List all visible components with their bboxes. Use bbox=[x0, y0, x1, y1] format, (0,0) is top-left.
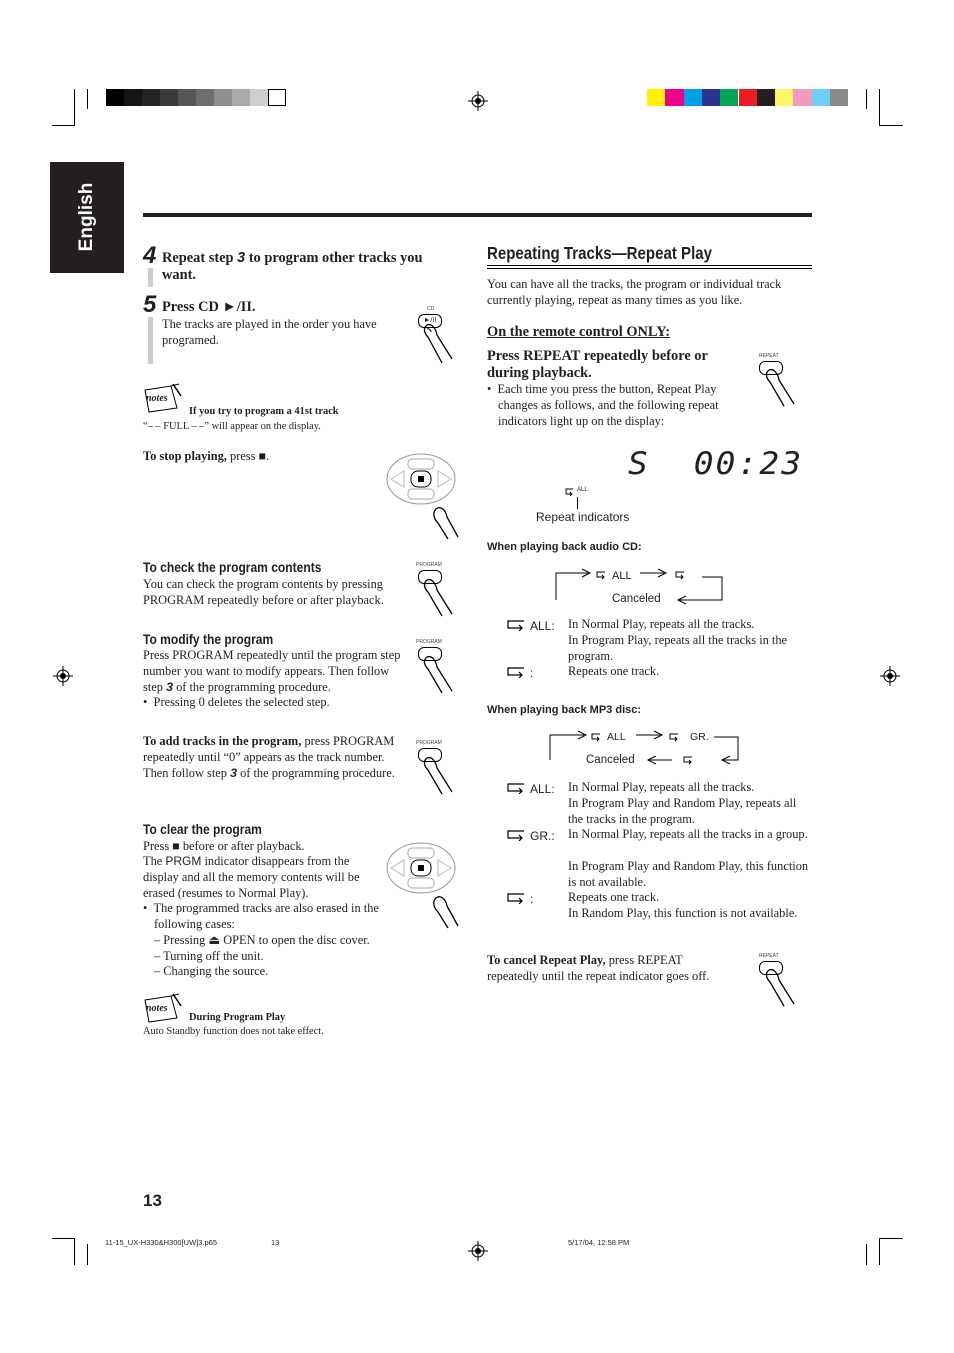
color-swatch bbox=[665, 89, 683, 106]
color-swatch bbox=[178, 89, 196, 106]
repeat-mode-term: : bbox=[506, 664, 533, 682]
pressing-finger-icon bbox=[422, 756, 458, 796]
crop-mark bbox=[866, 89, 867, 109]
color-swatch bbox=[142, 89, 160, 106]
check-program-body: You can check the program contents by pressing PROGRAM repeatedly before or after playback. bbox=[143, 577, 384, 607]
color-swatch bbox=[160, 89, 178, 106]
repeat-button[interactable]: REPEAT bbox=[756, 952, 806, 1007]
repeat-mode-term: : bbox=[506, 890, 533, 908]
color-swatch bbox=[124, 89, 142, 106]
repeat-arrow-icon bbox=[506, 829, 526, 841]
repeat-mode-term: GR.: bbox=[506, 827, 555, 845]
repeat-arrow-icon bbox=[564, 488, 574, 496]
crop-mark bbox=[74, 1238, 75, 1265]
step-4-number: 4 bbox=[143, 242, 157, 269]
modify-bullet: • Pressing 0 deletes the selected step. bbox=[143, 695, 330, 709]
color-swatch bbox=[720, 89, 738, 106]
pressing-finger-icon bbox=[422, 655, 458, 695]
pressing-finger-icon bbox=[764, 968, 800, 1008]
repeat-arrow-icon bbox=[506, 666, 526, 678]
repeat-mode-term: ALL: bbox=[506, 780, 555, 798]
mp3-flow-all: ALL bbox=[607, 731, 626, 743]
clear-case: – Turning off the unit. bbox=[154, 949, 264, 963]
crop-mark bbox=[87, 89, 88, 109]
pressing-finger-icon bbox=[422, 578, 458, 618]
repeat-mode-description: Repeats one track. bbox=[568, 890, 660, 905]
pressing-finger-icon bbox=[422, 323, 458, 365]
repeat-arrow-icon bbox=[506, 892, 526, 904]
step-bar bbox=[148, 268, 153, 287]
section-title-rule bbox=[487, 268, 812, 269]
color-swatch bbox=[647, 89, 665, 106]
clear-line-2: The PRGM indicator disappears from the display and all the memory contents will be erased (resumes to Normal Play). bbox=[143, 854, 360, 900]
clear-case: – Changing the source. bbox=[154, 964, 269, 978]
check-program-heading: To check the program contents bbox=[143, 559, 322, 575]
mp3-flow-gr: GR. bbox=[690, 731, 709, 743]
registration-mark-left bbox=[53, 666, 73, 686]
note-1-body: “– – FULL – –” will appear on the display. bbox=[143, 421, 321, 432]
remote-control-pad-icon bbox=[386, 838, 466, 930]
color-swatch bbox=[268, 89, 286, 106]
color-swatch bbox=[196, 89, 214, 106]
mp3-heading: When playing back MP3 disc: bbox=[487, 704, 642, 716]
pressing-finger-icon bbox=[764, 368, 800, 408]
repeat-mode-description: In Normal Play, repeats all the tracks. bbox=[568, 617, 755, 631]
repeat-indicators-caption: Repeat indicators bbox=[536, 510, 630, 524]
press-repeat-bullet: • Each time you press the button, Repeat Play changes as follows, and the following repeat indicators light up on the display: bbox=[487, 382, 719, 428]
modify-program-body: Press PROGRAM repeatedly until the program step number you want to modify appears. Then follow step 3 of the programming procedure. bbox=[143, 648, 401, 694]
crop-mark bbox=[879, 89, 880, 126]
note-1-title: If you try to program a 41st track bbox=[189, 406, 339, 417]
cd-button-cap: ►/II bbox=[418, 314, 442, 328]
repeat-mode-description: In Random Play, this function is not available. bbox=[568, 906, 798, 921]
clear-case: – Pressing ⏏ OPEN to open the disc cover. bbox=[154, 933, 370, 947]
add-tracks-text: To add tracks in the program, press PROGRAM repeatedly until “0” appears as the track number. Then follow step 3 of the programming procedure. bbox=[143, 734, 395, 780]
crop-mark bbox=[52, 125, 75, 126]
color-swatch bbox=[739, 89, 757, 106]
color-swatch bbox=[214, 89, 232, 106]
crop-mark bbox=[879, 1238, 880, 1265]
note-2-body: Auto Standby function does not take effect. bbox=[143, 1026, 324, 1037]
color-swatch bbox=[232, 89, 250, 106]
crop-mark bbox=[879, 1238, 903, 1239]
clear-bullet: • The programmed tracks are also erased in the following cases: bbox=[143, 901, 379, 931]
cd-play-pause-button[interactable]: CD ►/II bbox=[414, 305, 464, 365]
modify-program-heading: To modify the program bbox=[143, 631, 274, 647]
notes-label: notes bbox=[146, 393, 168, 404]
crop-mark bbox=[879, 125, 903, 126]
repeat-button[interactable]: REPEAT bbox=[756, 352, 806, 407]
color-swatch bbox=[830, 89, 848, 106]
color-swatch bbox=[702, 89, 720, 106]
header-rule bbox=[143, 213, 812, 217]
page-number: 13 bbox=[143, 1191, 162, 1210]
mp3-repeat-flow-diagram bbox=[544, 727, 744, 769]
color-swatch bbox=[106, 89, 124, 106]
repeat-mode-description: Repeats one track. bbox=[568, 664, 660, 679]
registration-mark-top bbox=[468, 91, 488, 111]
repeat-mode-description: In Program Play, repeats all the tracks in the program. bbox=[568, 632, 788, 663]
cancel-repeat-text: To cancel Repeat Play, press REPEAT repeatedly until the repeat indicator goes off. bbox=[487, 953, 710, 983]
step-5-body: The tracks are played in the order you have programed. bbox=[162, 317, 377, 347]
mp3-flow-canceled: Canceled bbox=[586, 754, 635, 766]
footer-date: 5/17/04, 12:58 PM bbox=[568, 1238, 630, 1247]
color-swatch bbox=[793, 89, 811, 106]
repeat-mode-description: In Normal Play, repeats all the tracks. bbox=[568, 780, 755, 794]
registration-mark-right bbox=[880, 666, 900, 686]
repeat-mode-description: In Program Play and Random Play, repeats all the tracks in the program. bbox=[568, 795, 797, 826]
step-bar bbox=[148, 317, 153, 364]
repeat-mode-term: ALL: bbox=[506, 617, 555, 635]
program-button[interactable]: PROGRAM bbox=[414, 562, 464, 617]
crop-mark bbox=[866, 1244, 867, 1265]
crop-mark bbox=[52, 1238, 75, 1239]
footer-file: 11-15_UX-H330&H300[UW]3.p65 bbox=[105, 1238, 218, 1247]
color-swatch bbox=[250, 89, 268, 106]
repeat-mode-description: In Program Play and Random Play, this function is not available. bbox=[568, 858, 809, 889]
color-swatch bbox=[684, 89, 702, 106]
repeat-indicator: ALL bbox=[562, 487, 592, 497]
note-2-title: During Program Play bbox=[189, 1012, 286, 1023]
step-5-number: 5 bbox=[143, 291, 157, 318]
language-tab-label: English bbox=[76, 182, 97, 252]
color-swatch bbox=[775, 89, 793, 106]
indicator-leader bbox=[577, 497, 578, 509]
crop-mark bbox=[87, 1244, 88, 1265]
repeat-intro: You can have all the tracks, the program or individual track currently playing, repeat as many times as you like. bbox=[487, 277, 782, 307]
registration-mark-bottom bbox=[468, 1241, 488, 1261]
repeat-arrow-icon bbox=[506, 782, 526, 794]
cd-heading: When playing back audio CD: bbox=[487, 541, 642, 553]
stop-instruction: To stop playing, press ■. bbox=[143, 449, 270, 463]
section-title: Repeating Tracks—Repeat Play bbox=[487, 243, 713, 263]
language-tab bbox=[50, 162, 124, 273]
program-button[interactable]: PROGRAM bbox=[414, 639, 464, 694]
remote-control-pad-icon bbox=[386, 449, 466, 541]
color-swatch bbox=[757, 89, 775, 106]
section-title-rule bbox=[487, 265, 812, 266]
repeat-mode-description: In Normal Play, repeats all the tracks in a group. bbox=[568, 827, 808, 842]
program-button[interactable]: PROGRAM bbox=[414, 740, 464, 795]
footer-page: 13 bbox=[271, 1238, 280, 1247]
step-5-text: Press CD ►/II. bbox=[162, 299, 256, 315]
cd-flow-canceled: Canceled bbox=[612, 593, 661, 605]
cd-flow-all: ALL bbox=[612, 570, 632, 582]
press-repeat-instruction: Press REPEAT repeatedly before or during playback. bbox=[487, 348, 708, 381]
remote-only-heading: On the remote control ONLY: bbox=[487, 324, 671, 340]
clear-line-1: Press ■ before or after playback. bbox=[143, 839, 305, 853]
step-4-text: Repeat step 3 to program other tracks you want. bbox=[162, 250, 423, 283]
clear-program-heading: To clear the program bbox=[143, 821, 262, 837]
lcd-display-readout: S 00:23 bbox=[628, 446, 804, 482]
crop-mark bbox=[74, 89, 75, 126]
color-swatch bbox=[812, 89, 830, 106]
repeat-arrow-icon bbox=[506, 619, 526, 631]
notes-label: notes bbox=[146, 1003, 168, 1014]
